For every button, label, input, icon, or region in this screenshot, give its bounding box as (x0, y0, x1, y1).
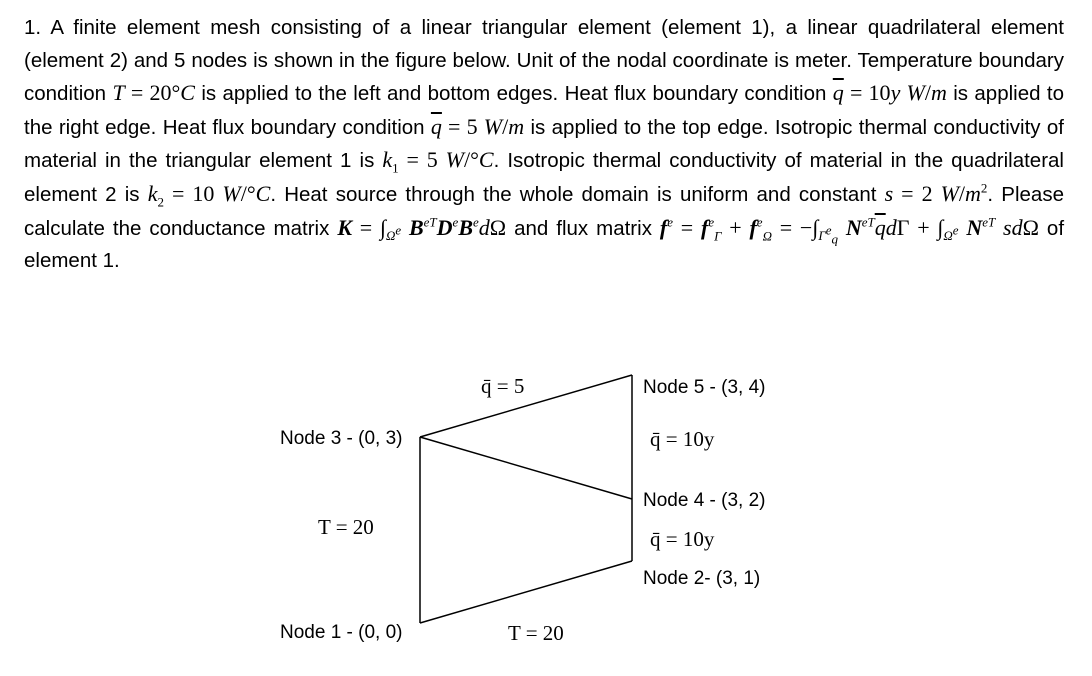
sentence-temp-bc: Temperature boundary condition (24, 48, 1064, 106)
flux-right-math: $\overline{q} = 10y$ W/m (832, 80, 947, 106)
sentence-temp-bc-end: is applied to the left and bottom edges. (201, 82, 559, 106)
sentence-of-element: of element 1. (24, 216, 1065, 273)
source-math: s = 2 $W/m^2$ (884, 180, 988, 206)
sentence-flux-top: Heat flux boundary condition (162, 115, 425, 139)
node-4-label: Node 4 - (3, 2) (643, 490, 766, 511)
flux-matrix-math: $f^e = f^e_\Gamma + f^e_\Omega = -\int_{\Gamma^e_q}$ $N^{eT}\overline{q}d\Gamma + \int_{\Omega^e}$ $N^{eT}$ sdΩ (659, 214, 1039, 247)
edge-bottom (420, 561, 632, 623)
node-3-label: Node 3 - (0, 3) (280, 428, 403, 449)
top-flux-label: q̄ = 5 (481, 374, 525, 398)
sentence-source: . Heat source through the whole domain is uniform and constant (270, 182, 877, 206)
sentence-and-flux: and flux matrix (514, 216, 652, 240)
flux-top-math: $\overline{q} = 5$ W/m (430, 113, 525, 139)
node-5-label: Node 5 - (3, 4) (643, 377, 766, 398)
node-2-label: Node 2- (3, 1) (643, 568, 761, 589)
k1-math: $k_1 = 5$ W/°C (382, 147, 494, 176)
sentence-please: . Please calculate the conductance matrix (24, 182, 1064, 240)
edge-top (420, 375, 632, 437)
sentence-flux-right-end: is applied to the right edge. (24, 82, 1064, 139)
sentence-k2: . Isotropic thermal conductivity of material in the quadrilateral element 2 is (24, 149, 1064, 206)
right-flux-label-upper: q̄ = 10y (650, 427, 715, 451)
mesh-edges (420, 375, 632, 623)
node-1-label: Node 1 - (0, 0) (280, 622, 403, 643)
sentence-flux-right: Heat flux boundary condition (564, 82, 827, 106)
sentence-k1: Isotropic thermal conductivity of material in the triangular element 1 is (24, 115, 1064, 173)
right-flux-label-lower: q̄ = 10y (650, 527, 715, 551)
conductance-matrix-math: $K = \int_{\Omega^e}$ $B^{eT}DeB^ed\Omega$ (337, 214, 507, 243)
edge-diagonal (420, 437, 632, 499)
k2-math: $k_2 = 10$ W/°C (147, 180, 271, 210)
bottom-temp-label: T = 20 (508, 621, 564, 645)
sentence-units: Unit of the nodal coordinate is meter. (516, 48, 852, 72)
left-temp-label: T = 20 (318, 515, 374, 539)
temp-bc-math: T = 20°C (112, 80, 195, 106)
sentence-intro: 1. A finite element mesh consisting of a linear triangular element (element 1), a linear quadrilateral element (element 2) and 5 nodes is shown in the figure below. (24, 16, 1064, 72)
sentence-flux-top-end: is applied to the top edge. (530, 115, 769, 139)
